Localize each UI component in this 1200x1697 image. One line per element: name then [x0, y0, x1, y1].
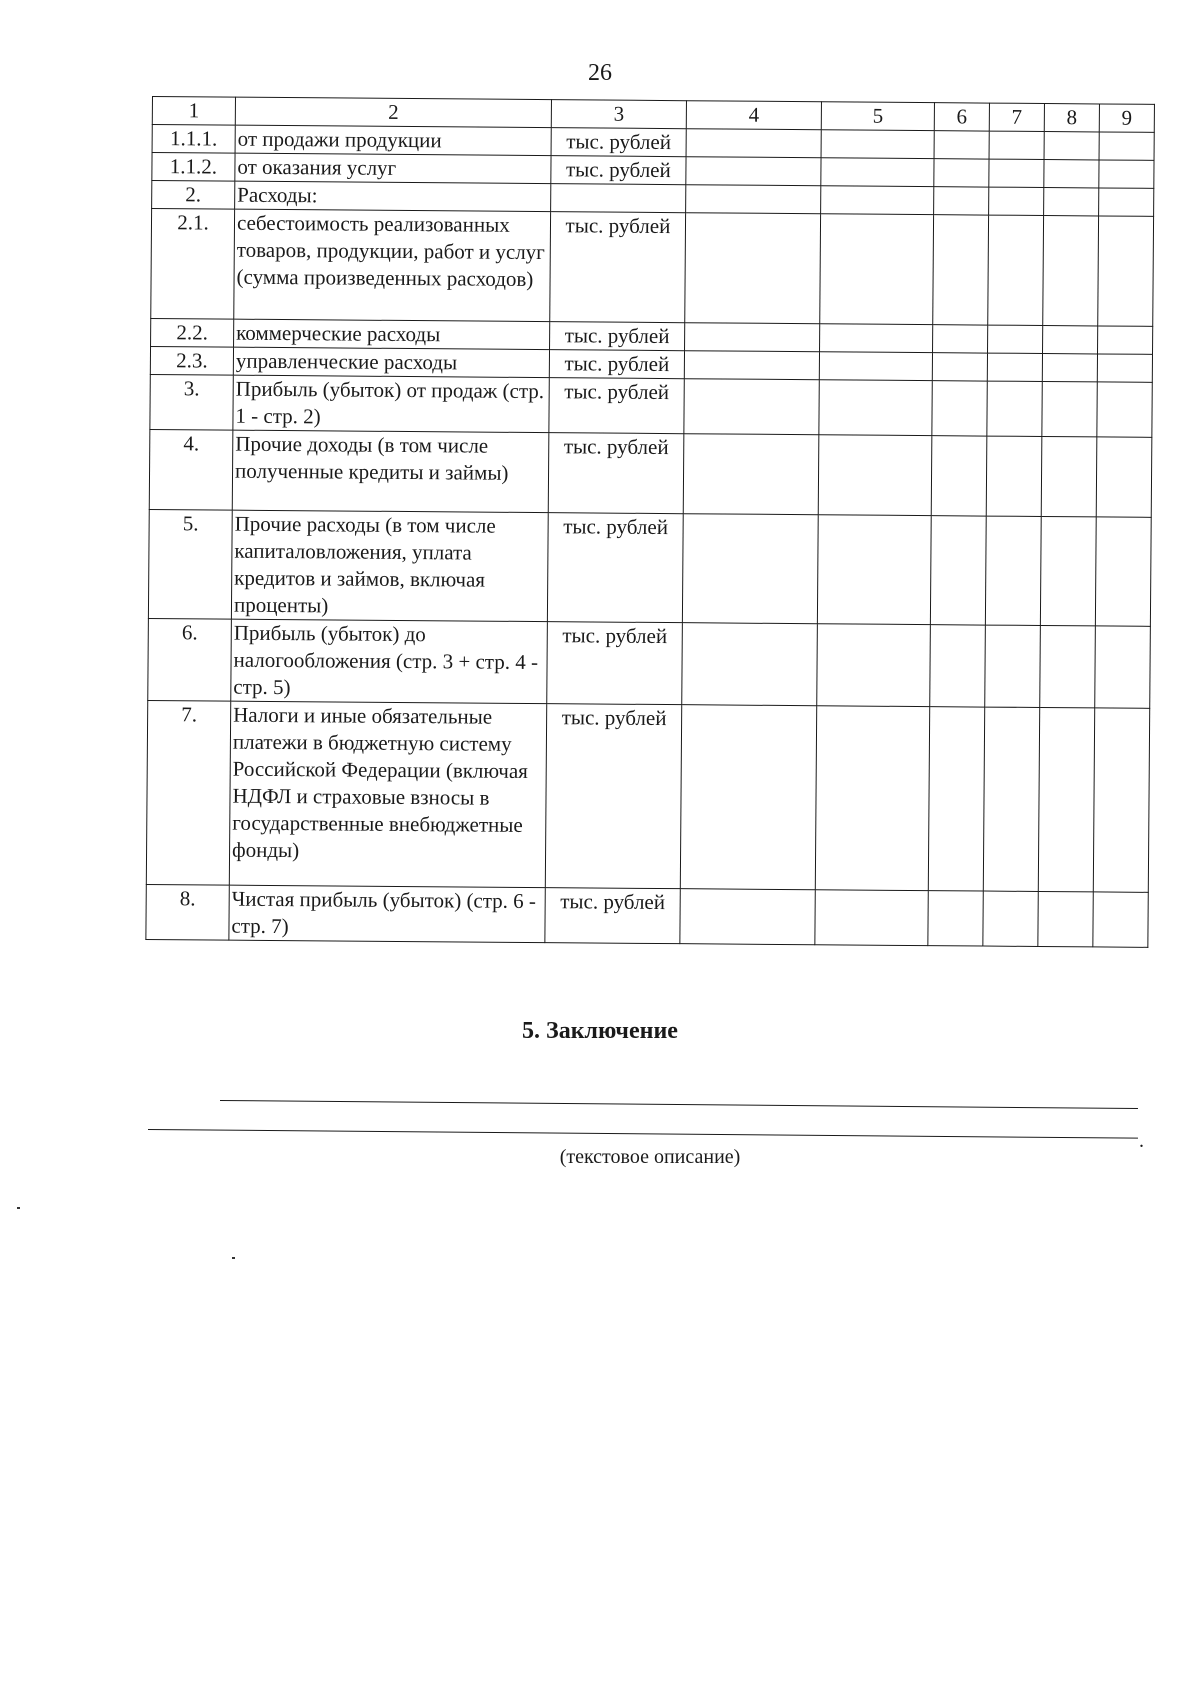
- row-unit: тыс. рублей: [550, 212, 686, 323]
- value-cell: [989, 159, 1044, 187]
- value-cell: [684, 351, 819, 380]
- row-label: управленческие расходы: [233, 347, 549, 377]
- period-mark: .: [1139, 1130, 1144, 1152]
- fill-in-line: [148, 1129, 1138, 1139]
- row-number: 6.: [148, 618, 232, 701]
- value-cell: [685, 213, 821, 324]
- value-cell: [821, 158, 934, 187]
- value-cell: [817, 624, 931, 707]
- value-cell: [987, 353, 1042, 381]
- value-cell: [928, 707, 984, 891]
- row-number: 8.: [146, 884, 229, 940]
- value-cell: [988, 325, 1043, 353]
- fill-in-line: [220, 1100, 1138, 1109]
- value-cell: [987, 381, 1042, 436]
- row-label: Прочие доходы (в том числе полученные кредиты и займы): [232, 430, 549, 512]
- row-unit: тыс. рублей: [545, 888, 680, 944]
- value-cell: [1044, 132, 1099, 160]
- header-cell: 8: [1044, 104, 1099, 132]
- value-cell: [1093, 892, 1148, 947]
- value-cell: [988, 215, 1044, 325]
- value-cell: [933, 215, 989, 325]
- header-cell: 3: [551, 100, 686, 129]
- value-cell: [989, 131, 1044, 159]
- header-cell: 9: [1099, 104, 1154, 132]
- value-cell: [1044, 160, 1099, 188]
- row-label: Прочие расходы (в том числе капиталовложения, уплата кредитов и займов, включая проценты): [231, 510, 548, 621]
- value-cell: [1095, 626, 1151, 708]
- value-cell: [1099, 132, 1154, 160]
- header-cell: 7: [989, 103, 1044, 131]
- value-cell: [680, 889, 815, 945]
- value-cell: [985, 516, 1041, 625]
- row-unit: тыс. рублей: [551, 128, 686, 157]
- row-label: Налоги и иные обязательные платежи в бюджетную систему Российской Федерации (включая НДФЛ и страховые взносы в государственные внебюджетные фонды): [229, 701, 546, 887]
- value-cell: [983, 891, 1038, 946]
- value-cell: [819, 380, 932, 436]
- row-unit: тыс. рублей: [549, 350, 684, 379]
- table-row: [146, 884, 1148, 947]
- row-label: от продажи продукции: [235, 125, 551, 155]
- header-cell: 1: [152, 97, 235, 126]
- value-cell: [1097, 354, 1152, 382]
- section-caption: (текстовое описание): [559, 1146, 741, 1168]
- value-cell: [815, 890, 928, 946]
- value-cell: [1098, 216, 1154, 326]
- value-cell: [985, 625, 1041, 707]
- table-row: [151, 209, 1154, 327]
- header-cell: 5: [821, 102, 934, 131]
- header-cell: 4: [686, 101, 821, 130]
- value-cell: [820, 214, 934, 325]
- scan-speck: [232, 1257, 235, 1259]
- row-number: 3.: [150, 374, 233, 430]
- row-number: 2.: [152, 181, 235, 210]
- section-title: 5. Заключение: [522, 1018, 678, 1044]
- header-cell: 6: [934, 103, 989, 131]
- value-cell: [680, 705, 816, 890]
- value-cell: [986, 436, 1042, 516]
- row-number: 2.2.: [151, 318, 234, 347]
- value-cell: [928, 891, 983, 946]
- value-cell: [1095, 517, 1151, 626]
- value-cell: [1099, 160, 1154, 188]
- value-cell: [933, 325, 988, 353]
- value-cell: [934, 187, 989, 215]
- value-cell: [1043, 216, 1099, 326]
- value-cell: [934, 131, 989, 159]
- row-number: 2.3.: [150, 346, 233, 375]
- value-cell: [683, 434, 819, 515]
- table-row: [148, 509, 1151, 626]
- value-cell: [932, 353, 987, 381]
- row-number: 2.1.: [151, 209, 235, 320]
- value-cell: [686, 129, 821, 158]
- value-cell: [815, 706, 929, 891]
- value-cell: [1044, 188, 1099, 216]
- row-unit: тыс. рублей: [547, 513, 683, 623]
- table-row: [150, 374, 1152, 437]
- row-unit: [551, 184, 686, 213]
- value-cell: [820, 324, 933, 353]
- value-cell: [1038, 707, 1094, 891]
- value-cell: [1042, 382, 1097, 437]
- value-cell: [1042, 354, 1097, 382]
- row-number: 5.: [148, 509, 232, 619]
- row-label: Прибыль (убыток) от продаж (стр. 1 - стр. 2): [233, 375, 549, 432]
- value-cell: [821, 130, 934, 159]
- row-label: от оказания услуг: [235, 153, 551, 183]
- value-cell: [1041, 436, 1097, 516]
- row-unit: тыс. рублей: [551, 156, 686, 185]
- value-cell: [682, 623, 818, 706]
- value-cell: [1043, 326, 1098, 354]
- value-cell: [930, 516, 986, 625]
- value-cell: [686, 185, 821, 214]
- row-label: Чистая прибыль (убыток) (стр. 6 - стр. 7): [229, 885, 545, 942]
- value-cell: [931, 436, 987, 516]
- value-cell: [821, 186, 934, 215]
- financial-table: [145, 96, 1155, 948]
- financial-table-wrapper: [145, 96, 1155, 948]
- value-cell: [1096, 437, 1152, 517]
- row-unit: тыс. рублей: [550, 322, 685, 351]
- row-label: Прибыль (убыток) до налогообложения (стр. 3 + стр. 4 - стр. 5): [231, 619, 548, 703]
- row-label: коммерческие расходы: [234, 319, 550, 349]
- table-row: [146, 700, 1149, 892]
- row-unit: тыс. рублей: [547, 622, 683, 705]
- value-cell: [1097, 382, 1152, 437]
- value-cell: [1040, 516, 1096, 625]
- page-number: 26: [588, 60, 612, 86]
- value-cell: [989, 187, 1044, 215]
- value-cell: [1038, 891, 1093, 946]
- value-cell: [932, 381, 987, 436]
- value-cell: [1093, 708, 1149, 892]
- row-unit: тыс. рублей: [545, 704, 681, 889]
- value-cell: [818, 435, 932, 516]
- value-cell: [1099, 188, 1154, 216]
- value-cell: [983, 707, 1039, 891]
- value-cell: [1040, 625, 1096, 707]
- value-cell: [930, 625, 986, 707]
- value-cell: [686, 157, 821, 186]
- row-unit: тыс. рублей: [549, 378, 684, 434]
- row-number: 1.1.2.: [152, 153, 235, 182]
- value-cell: [685, 323, 820, 352]
- value-cell: [1098, 326, 1153, 354]
- header-cell: 2: [235, 97, 551, 127]
- row-number: 4.: [149, 429, 233, 510]
- row-number: 7.: [146, 700, 230, 885]
- value-cell: [684, 379, 819, 435]
- row-label: Расходы:: [235, 181, 551, 211]
- table-body: [146, 125, 1154, 948]
- value-cell: [682, 514, 818, 624]
- value-cell: [817, 515, 931, 625]
- scan-speck: [17, 1207, 20, 1209]
- table-row: [149, 429, 1152, 517]
- value-cell: [819, 352, 932, 381]
- value-cell: [934, 159, 989, 187]
- row-label: себестоимость реализованных товаров, продукции, работ и услуг (сумма произведенных расходов): [234, 209, 551, 321]
- table-row: [148, 618, 1151, 708]
- row-unit: тыс. рублей: [548, 433, 684, 514]
- row-number: 1.1.1.: [152, 125, 235, 154]
